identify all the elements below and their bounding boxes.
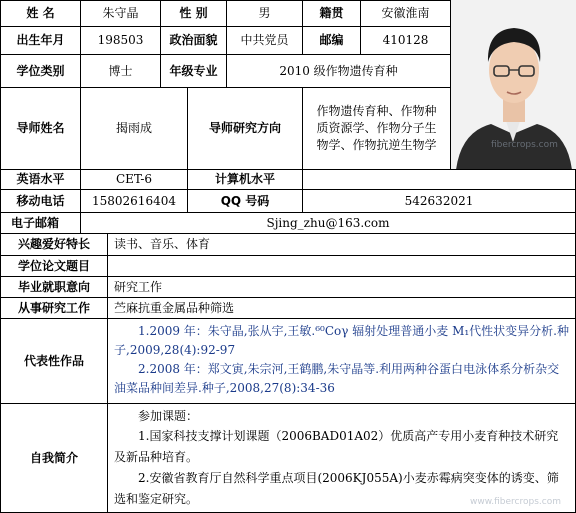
- profile-photo: [451, 0, 576, 170]
- hobby-value: 读书、音乐、体育: [108, 234, 576, 256]
- thesis-value: [108, 256, 576, 277]
- direction-value: 作物遗传育种、作物种质资源学、作物分子生物学、作物抗逆生物学: [303, 88, 451, 170]
- email-label: 电子邮箱: [0, 213, 81, 234]
- degree-label: 学位类别: [0, 55, 81, 88]
- english-value: CET-6: [81, 170, 188, 190]
- native-value: 安徽淮南: [361, 0, 451, 27]
- works-label: 代表性作品: [0, 319, 108, 404]
- native-label: 籍贯: [303, 0, 361, 27]
- degree-value: 博士: [81, 55, 161, 88]
- grade-value: 2010 级作物遗传育种: [227, 55, 451, 88]
- qq-label: QQ 号码: [188, 190, 303, 213]
- political-value: 中共党员: [227, 27, 303, 55]
- direction-label: 导师研究方向: [188, 88, 303, 170]
- birth-label: 出生年月: [0, 27, 81, 55]
- thesis-label: 学位论文题目: [0, 256, 108, 277]
- zip-label: 邮编: [303, 27, 361, 55]
- career-value: 研究工作: [108, 277, 576, 298]
- footer-watermark: www.fibercrops.com: [470, 497, 561, 507]
- advisor-label: 导师姓名: [0, 88, 81, 170]
- research-label: 从事研究工作: [0, 298, 108, 319]
- zip-value: 410128: [361, 27, 451, 55]
- english-label: 英语水平: [0, 170, 81, 190]
- hobby-label: 兴趣爱好特长: [0, 234, 108, 256]
- computer-label: 计算机水平: [188, 170, 303, 190]
- intro-heading: 参加课题：: [138, 409, 199, 423]
- photo-watermark: fibercrops.com: [491, 140, 558, 150]
- intro-item-1: 1.国家科技支撑计划课题（2006BAD01A02）优质高产专用小麦育种技术研究及新品种培育。: [114, 429, 559, 464]
- grade-label: 年级专业: [161, 55, 227, 88]
- intro-item-2: 2.安徽省教育厅自然科学重点项目(2006KJ055A)小麦赤霉病突变体的诱变、筛选和鉴定研究。: [114, 471, 559, 506]
- gender-label: 性 别: [161, 0, 227, 27]
- career-label: 毕业就职意向: [0, 277, 108, 298]
- gender-value: 男: [227, 0, 303, 27]
- works-list: [108, 319, 576, 404]
- intro-label: 自我简介: [0, 404, 108, 513]
- works-item-1: 1.2009 年：朱守晶,张从宇,王敏.⁶⁰Coγ 辐射处理普通小麦 M₁代性状变异分析.种子,2009,28(4):92-97: [114, 324, 569, 357]
- email-value: Sjing_zhu@163.com: [81, 213, 576, 234]
- name-value: 朱守晶: [81, 0, 161, 27]
- advisor-value: 揭雨成: [81, 88, 188, 170]
- mobile-label: 移动电话: [0, 190, 81, 213]
- name-label: 姓 名: [0, 0, 81, 27]
- mobile-value: 15802616404: [81, 190, 188, 213]
- birth-value: 198503: [81, 27, 161, 55]
- computer-value: [303, 170, 576, 190]
- political-label: 政治面貌: [161, 27, 227, 55]
- research-value: 苎麻抗重金属品种筛选: [108, 298, 576, 319]
- qq-value: 542632021: [303, 190, 576, 213]
- works-item-2: 2.2008 年：郑文寅,朱宗河,王鹤鹏,朱守晶等.利用两种谷蛋白电泳体系分析杂交油菜品种间差异.种子,2008,27(8):34-36: [114, 362, 560, 395]
